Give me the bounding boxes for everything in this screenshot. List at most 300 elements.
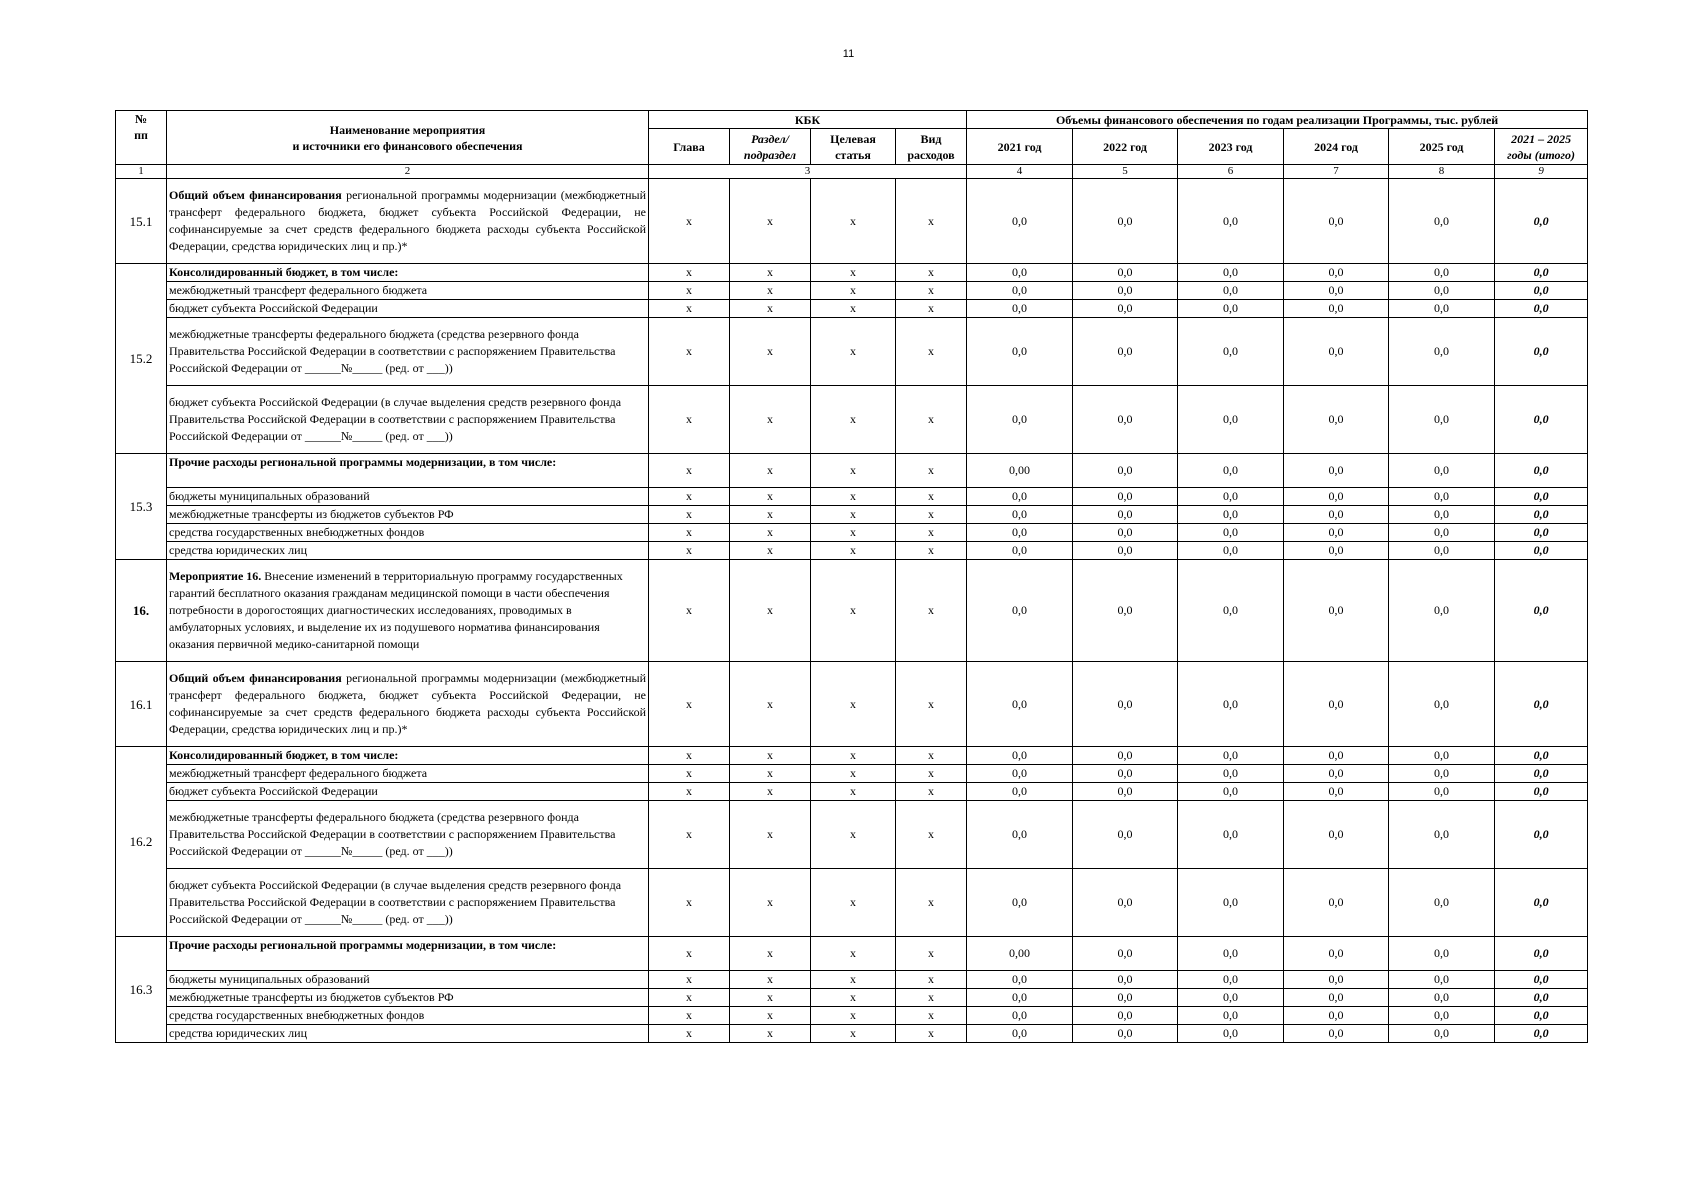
kbk-cell: x bbox=[896, 747, 967, 765]
row-name bbox=[167, 937, 649, 971]
year-value: 0,0 bbox=[1284, 662, 1389, 747]
year-value: 0,0 bbox=[1073, 662, 1178, 747]
kbk-cell: x bbox=[811, 1007, 896, 1025]
year-value: 0,0 bbox=[1178, 179, 1284, 264]
row-name bbox=[167, 1007, 649, 1025]
kbk-cell: x bbox=[649, 542, 730, 560]
row-name bbox=[167, 783, 649, 801]
year-value: 0,0 bbox=[1073, 989, 1178, 1007]
year-value: 0,0 bbox=[1389, 386, 1495, 454]
kbk-cell: x bbox=[811, 801, 896, 869]
kbk-cell: x bbox=[730, 542, 811, 560]
row-name bbox=[167, 560, 649, 662]
header-kbk-razdel bbox=[730, 129, 811, 165]
year-value: 0,0 bbox=[1178, 765, 1284, 783]
table-row bbox=[116, 386, 1588, 454]
row-name bbox=[167, 386, 649, 454]
kbk-cell: x bbox=[730, 264, 811, 282]
year-value: 0,0 bbox=[967, 869, 1073, 937]
year-value: 0,0 bbox=[1178, 937, 1284, 971]
year-value: 0,0 bbox=[1073, 765, 1178, 783]
year-value: 0,0 bbox=[1284, 506, 1389, 524]
kbk-cell: x bbox=[811, 300, 896, 318]
kbk-cell: x bbox=[730, 179, 811, 264]
year-value: 0,0 bbox=[1389, 937, 1495, 971]
year-value: 0,0 bbox=[1284, 179, 1389, 264]
kbk-cell: x bbox=[896, 801, 967, 869]
kbk-cell: x bbox=[649, 747, 730, 765]
row-name bbox=[167, 542, 649, 560]
kbk-cell: x bbox=[649, 560, 730, 662]
year-value: 0,0 bbox=[1073, 506, 1178, 524]
col-number-2: 2 bbox=[167, 165, 649, 179]
year-value: 0,0 bbox=[1284, 765, 1389, 783]
year-value: 0,0 bbox=[1178, 1007, 1284, 1025]
year-value: 0,0 bbox=[967, 282, 1073, 300]
header-year-2021: 2021 год bbox=[967, 129, 1073, 165]
row-name-text: бюджет субъекта Российской Федерации (в случае выделения средств резервного фонда Правительства Российской Федерации в соответствии с распоряжением Правительства Российской Федерации от ______№_____ (ред. от ___)) bbox=[169, 395, 622, 443]
year-value: 0,0 bbox=[1178, 783, 1284, 801]
year-value: 0,0 bbox=[967, 662, 1073, 747]
kbk-cell: x bbox=[811, 1025, 896, 1043]
year-value: 0,0 bbox=[1389, 1007, 1495, 1025]
kbk-cell: x bbox=[649, 1007, 730, 1025]
year-value: 0,0 bbox=[1389, 801, 1495, 869]
kbk-cell: x bbox=[730, 783, 811, 801]
header-no: № пп bbox=[116, 111, 167, 165]
kbk-cell: x bbox=[649, 318, 730, 386]
kbk-cell: x bbox=[811, 264, 896, 282]
year-value: 0,0 bbox=[1073, 1025, 1178, 1043]
year-value: 0,0 bbox=[967, 971, 1073, 989]
year-value: 0,0 bbox=[1178, 386, 1284, 454]
kbk-cell: x bbox=[811, 179, 896, 264]
year-value: 0,0 bbox=[1284, 747, 1389, 765]
row-name-bold: Консолидированный бюджет, в том числе: bbox=[169, 748, 399, 762]
kbk-cell: x bbox=[649, 386, 730, 454]
year-value: 0,0 bbox=[1389, 989, 1495, 1007]
year-value: 0,0 bbox=[967, 542, 1073, 560]
kbk-cell: x bbox=[896, 454, 967, 488]
row-number: 16.2 bbox=[116, 747, 167, 937]
row-name-bold: Общий объем финансирования bbox=[169, 671, 342, 685]
year-value: 0,0 bbox=[1284, 989, 1389, 1007]
year-value: 0,0 bbox=[1073, 300, 1178, 318]
year-value: 0,0 bbox=[1284, 1007, 1389, 1025]
page-number: 11 bbox=[842, 48, 855, 60]
col-number-3: 3 bbox=[649, 165, 967, 179]
year-value: 0,0 bbox=[967, 318, 1073, 386]
year-value: 0,0 bbox=[1389, 264, 1495, 282]
row-name-text: бюджеты муниципальных образований bbox=[169, 489, 370, 503]
table-row bbox=[116, 662, 1588, 747]
kbk-cell: x bbox=[730, 488, 811, 506]
year-value: 0,0 bbox=[1389, 747, 1495, 765]
row-name bbox=[167, 801, 649, 869]
year-value: 0,0 bbox=[1284, 386, 1389, 454]
row-name bbox=[167, 179, 649, 264]
col-number-9: 9 bbox=[1495, 165, 1588, 179]
col-number-6: 6 bbox=[1178, 165, 1284, 179]
total-value: 0,0 bbox=[1495, 1007, 1588, 1025]
header-kbk-razdel-label: Раздел/ подраздел bbox=[743, 131, 797, 162]
year-value: 0,0 bbox=[967, 300, 1073, 318]
year-value: 0,0 bbox=[967, 524, 1073, 542]
row-name-text: межбюджетные трансферты из бюджетов субъектов РФ bbox=[169, 507, 454, 521]
year-value: 0,0 bbox=[1073, 937, 1178, 971]
kbk-cell: x bbox=[649, 801, 730, 869]
kbk-cell: x bbox=[811, 386, 896, 454]
row-name-text: межбюджетные трансферты из бюджетов субъектов РФ bbox=[169, 990, 454, 1004]
year-value: 0,0 bbox=[1073, 386, 1178, 454]
year-value: 0,0 bbox=[1178, 318, 1284, 386]
header-name: Наименование мероприятия и источники его финансового обеспечения bbox=[167, 111, 649, 165]
kbk-cell: x bbox=[896, 869, 967, 937]
year-value: 0,0 bbox=[1073, 971, 1178, 989]
row-name bbox=[167, 524, 649, 542]
row-name bbox=[167, 747, 649, 765]
kbk-cell: x bbox=[730, 300, 811, 318]
year-value: 0,0 bbox=[1073, 542, 1178, 560]
kbk-cell: x bbox=[649, 488, 730, 506]
total-value: 0,0 bbox=[1495, 937, 1588, 971]
kbk-cell: x bbox=[896, 282, 967, 300]
year-value: 0,0 bbox=[1073, 747, 1178, 765]
kbk-cell: x bbox=[811, 542, 896, 560]
year-value: 0,0 bbox=[1284, 318, 1389, 386]
kbk-cell: x bbox=[896, 179, 967, 264]
row-name bbox=[167, 318, 649, 386]
kbk-cell: x bbox=[649, 1025, 730, 1043]
row-name bbox=[167, 300, 649, 318]
year-value: 0,0 bbox=[1389, 765, 1495, 783]
table-row bbox=[116, 747, 1588, 765]
kbk-cell: x bbox=[896, 560, 967, 662]
year-value: 0,0 bbox=[1389, 524, 1495, 542]
row-name-text: Внесение изменений в территориальную программу государственных гарантий бесплатного оказания гражданам медицинской помощи в части обеспечения потребности в дорогостоящих диагностических исследованиях, проводимых в амбулаторных условиях, и выделение их из подушевого норматива финансирования оказания первичной медико-санитарной помощи bbox=[169, 569, 623, 651]
year-value: 0,0 bbox=[967, 765, 1073, 783]
year-value: 0,0 bbox=[1073, 318, 1178, 386]
year-value: 0,0 bbox=[1284, 801, 1389, 869]
year-value: 0,00 bbox=[967, 454, 1073, 488]
year-value: 0,0 bbox=[1073, 524, 1178, 542]
table-row bbox=[116, 783, 1588, 801]
kbk-cell: x bbox=[896, 989, 967, 1007]
year-value: 0,0 bbox=[1073, 179, 1178, 264]
kbk-cell: x bbox=[649, 783, 730, 801]
year-value: 0,0 bbox=[967, 179, 1073, 264]
year-value: 0,0 bbox=[1284, 971, 1389, 989]
row-name-bold: Консолидированный бюджет, в том числе: bbox=[169, 265, 399, 279]
total-value: 0,0 bbox=[1495, 765, 1588, 783]
header-year-2023: 2023 год bbox=[1178, 129, 1284, 165]
total-value: 0,0 bbox=[1495, 386, 1588, 454]
col-number-1: 1 bbox=[116, 165, 167, 179]
kbk-cell: x bbox=[896, 264, 967, 282]
year-value: 0,0 bbox=[1073, 783, 1178, 801]
kbk-cell: x bbox=[896, 506, 967, 524]
total-value: 0,0 bbox=[1495, 989, 1588, 1007]
header-year-2024: 2024 год bbox=[1284, 129, 1389, 165]
row-name bbox=[167, 765, 649, 783]
year-value: 0,0 bbox=[1178, 971, 1284, 989]
year-value: 0,0 bbox=[1284, 300, 1389, 318]
total-value: 0,0 bbox=[1495, 506, 1588, 524]
total-value: 0,0 bbox=[1495, 318, 1588, 386]
row-number: 16.1 bbox=[116, 662, 167, 747]
kbk-cell: x bbox=[896, 765, 967, 783]
table-row bbox=[116, 264, 1588, 282]
year-value: 0,0 bbox=[1178, 747, 1284, 765]
year-value: 0,0 bbox=[967, 264, 1073, 282]
kbk-cell: x bbox=[896, 1007, 967, 1025]
kbk-cell: x bbox=[896, 971, 967, 989]
year-value: 0,0 bbox=[1284, 560, 1389, 662]
row-name-bold: Мероприятие 16. bbox=[169, 569, 262, 583]
year-value: 0,0 bbox=[1389, 971, 1495, 989]
year-value: 0,0 bbox=[1389, 454, 1495, 488]
col-number-4: 4 bbox=[967, 165, 1073, 179]
total-value: 0,0 bbox=[1495, 282, 1588, 300]
kbk-cell: x bbox=[730, 506, 811, 524]
row-number: 15.3 bbox=[116, 454, 167, 560]
row-name bbox=[167, 264, 649, 282]
row-name-text: межбюджетный трансферт федерального бюджета bbox=[169, 283, 428, 297]
year-value: 0,0 bbox=[1284, 488, 1389, 506]
kbk-cell: x bbox=[811, 318, 896, 386]
col-number-7: 7 bbox=[1284, 165, 1389, 179]
total-value: 0,0 bbox=[1495, 524, 1588, 542]
row-name-text: межбюджетные трансферты федерального бюджета (средства резервного фонда Правительства Российской Федерации в соответствии с распоряжением Правительства Российской Федерации от ______№_____ (ред. от ___)) bbox=[169, 327, 616, 375]
row-name bbox=[167, 454, 649, 488]
table-row bbox=[116, 300, 1588, 318]
kbk-cell: x bbox=[811, 282, 896, 300]
kbk-cell: x bbox=[730, 747, 811, 765]
year-value: 0,0 bbox=[1389, 1025, 1495, 1043]
row-name bbox=[167, 488, 649, 506]
row-name-text: средства юридических лиц bbox=[169, 543, 307, 557]
year-value: 0,0 bbox=[1178, 506, 1284, 524]
year-value: 0,00 bbox=[967, 937, 1073, 971]
table-row bbox=[116, 765, 1588, 783]
table-row bbox=[116, 488, 1588, 506]
total-value: 0,0 bbox=[1495, 542, 1588, 560]
year-value: 0,0 bbox=[1389, 560, 1495, 662]
year-value: 0,0 bbox=[967, 1007, 1073, 1025]
kbk-cell: x bbox=[649, 264, 730, 282]
year-value: 0,0 bbox=[1073, 560, 1178, 662]
col-number-8: 8 bbox=[1389, 165, 1495, 179]
year-value: 0,0 bbox=[1178, 869, 1284, 937]
table-row bbox=[116, 524, 1588, 542]
kbk-cell: x bbox=[730, 386, 811, 454]
year-value: 0,0 bbox=[1178, 801, 1284, 869]
total-value: 0,0 bbox=[1495, 560, 1588, 662]
kbk-cell: x bbox=[649, 765, 730, 783]
year-value: 0,0 bbox=[1178, 524, 1284, 542]
year-value: 0,0 bbox=[1284, 264, 1389, 282]
header-kbk-statya: Целевая статья bbox=[811, 129, 896, 165]
year-value: 0,0 bbox=[1073, 282, 1178, 300]
row-name-bold: Прочие расходы региональной программы модернизации, в том числе: bbox=[169, 938, 557, 952]
kbk-cell: x bbox=[896, 662, 967, 747]
year-value: 0,0 bbox=[1178, 542, 1284, 560]
kbk-cell: x bbox=[730, 318, 811, 386]
row-name bbox=[167, 989, 649, 1007]
year-value: 0,0 bbox=[1073, 1007, 1178, 1025]
kbk-cell: x bbox=[811, 454, 896, 488]
row-name-text: межбюджетные трансферты федерального бюджета (средства резервного фонда Правительства Российской Федерации в соответствии с распоряжением Правительства Российской Федерации от ______№_____ (ред. от ___)) bbox=[169, 810, 616, 858]
row-number: 16.3 bbox=[116, 937, 167, 1043]
row-number: 16. bbox=[116, 560, 167, 662]
year-value: 0,0 bbox=[967, 386, 1073, 454]
kbk-cell: x bbox=[896, 542, 967, 560]
total-value: 0,0 bbox=[1495, 488, 1588, 506]
total-value: 0,0 bbox=[1495, 662, 1588, 747]
year-value: 0,0 bbox=[1073, 488, 1178, 506]
table-row bbox=[116, 179, 1588, 264]
kbk-cell: x bbox=[649, 282, 730, 300]
year-value: 0,0 bbox=[1073, 264, 1178, 282]
year-value: 0,0 bbox=[1389, 488, 1495, 506]
year-value: 0,0 bbox=[1178, 662, 1284, 747]
year-value: 0,0 bbox=[967, 747, 1073, 765]
row-name-bold: Общий объем финансирования bbox=[169, 188, 342, 202]
year-value: 0,0 bbox=[1178, 300, 1284, 318]
year-value: 0,0 bbox=[1284, 1025, 1389, 1043]
row-number: 15.1 bbox=[116, 179, 167, 264]
header-kbk: КБК bbox=[649, 111, 967, 129]
kbk-cell: x bbox=[811, 506, 896, 524]
year-value: 0,0 bbox=[1389, 282, 1495, 300]
kbk-cell: x bbox=[811, 783, 896, 801]
kbk-cell: x bbox=[811, 560, 896, 662]
total-value: 0,0 bbox=[1495, 300, 1588, 318]
year-value: 0,0 bbox=[1178, 1025, 1284, 1043]
header-kbk-glava: Глава bbox=[649, 129, 730, 165]
row-name-text: региональной программы модернизации (межбюджетный трансферт федерального бюджета, бюджет субъекта Российской Федерации, не софинансируемые за счет средств федерального бюджета расходы субъекта Российской Федерации, средства юридических лиц и пр.)* bbox=[169, 671, 647, 736]
kbk-cell: x bbox=[811, 662, 896, 747]
kbk-cell: x bbox=[730, 1025, 811, 1043]
kbk-cell: x bbox=[811, 971, 896, 989]
year-value: 0,0 bbox=[1178, 560, 1284, 662]
year-value: 0,0 bbox=[967, 989, 1073, 1007]
year-value: 0,0 bbox=[1284, 869, 1389, 937]
row-name-text: бюджеты муниципальных образований bbox=[169, 972, 370, 986]
row-name bbox=[167, 971, 649, 989]
year-value: 0,0 bbox=[1284, 542, 1389, 560]
kbk-cell: x bbox=[649, 937, 730, 971]
header-funding: Объемы финансового обеспечения по годам реализации Программы, тыс. рублей bbox=[967, 111, 1588, 129]
year-value: 0,0 bbox=[1389, 506, 1495, 524]
year-value: 0,0 bbox=[1389, 869, 1495, 937]
row-name-text: бюджет субъекта Российской Федерации (в случае выделения средств резервного фонда Правительства Российской Федерации в соответствии с распоряжением Правительства Российской Федерации от ______№_____ (ред. от ___)) bbox=[169, 878, 622, 926]
table-row bbox=[116, 989, 1588, 1007]
year-value: 0,0 bbox=[1389, 300, 1495, 318]
kbk-cell: x bbox=[730, 282, 811, 300]
year-value: 0,0 bbox=[1178, 488, 1284, 506]
kbk-cell: x bbox=[649, 989, 730, 1007]
kbk-cell: x bbox=[811, 488, 896, 506]
total-value: 0,0 bbox=[1495, 971, 1588, 989]
row-name-text: средства юридических лиц bbox=[169, 1026, 307, 1040]
kbk-cell: x bbox=[649, 971, 730, 989]
header-kbk-vid: Вид расходов bbox=[896, 129, 967, 165]
kbk-cell: x bbox=[896, 937, 967, 971]
kbk-cell: x bbox=[896, 386, 967, 454]
year-value: 0,0 bbox=[1389, 783, 1495, 801]
year-value: 0,0 bbox=[967, 1025, 1073, 1043]
row-name-bold: Прочие расходы региональной программы модернизации, в том числе: bbox=[169, 455, 557, 469]
row-name-text: средства государственных внебюджетных фондов bbox=[169, 1008, 425, 1022]
total-value: 0,0 bbox=[1495, 264, 1588, 282]
row-name-text: региональной программы модернизации (межбюджетный трансферт федерального бюджета, бюджет субъекта Российской Федерации, не софинансируемые за счет средств федерального бюджета расходы субъекта Российской Федерации, средства юридических лиц и пр.)* bbox=[169, 188, 647, 253]
year-value: 0,0 bbox=[967, 783, 1073, 801]
kbk-cell: x bbox=[730, 524, 811, 542]
year-value: 0,0 bbox=[967, 801, 1073, 869]
kbk-cell: x bbox=[896, 488, 967, 506]
kbk-cell: x bbox=[896, 524, 967, 542]
year-value: 0,0 bbox=[1389, 662, 1495, 747]
table-row bbox=[116, 937, 1588, 971]
kbk-cell: x bbox=[896, 300, 967, 318]
total-value: 0,0 bbox=[1495, 1025, 1588, 1043]
table-row bbox=[116, 282, 1588, 300]
kbk-cell: x bbox=[896, 318, 967, 386]
total-value: 0,0 bbox=[1495, 801, 1588, 869]
kbk-cell: x bbox=[811, 524, 896, 542]
row-name bbox=[167, 506, 649, 524]
kbk-cell: x bbox=[896, 1025, 967, 1043]
col-number-5: 5 bbox=[1073, 165, 1178, 179]
year-value: 0,0 bbox=[1073, 801, 1178, 869]
kbk-cell: x bbox=[730, 971, 811, 989]
year-value: 0,0 bbox=[1284, 783, 1389, 801]
table-row bbox=[116, 454, 1588, 488]
kbk-cell: x bbox=[649, 524, 730, 542]
kbk-cell: x bbox=[730, 560, 811, 662]
kbk-cell: x bbox=[811, 765, 896, 783]
table-row bbox=[116, 1025, 1588, 1043]
kbk-cell: x bbox=[649, 300, 730, 318]
row-name-text: бюджет субъекта Российской Федерации bbox=[169, 301, 378, 315]
year-value: 0,0 bbox=[1284, 454, 1389, 488]
kbk-cell: x bbox=[649, 454, 730, 488]
year-value: 0,0 bbox=[967, 488, 1073, 506]
header-year-total: 2021 – 2025 годы (итого) bbox=[1495, 129, 1588, 165]
year-value: 0,0 bbox=[967, 560, 1073, 662]
row-name bbox=[167, 1025, 649, 1043]
header-year-2022: 2022 год bbox=[1073, 129, 1178, 165]
table-row bbox=[116, 542, 1588, 560]
year-value: 0,0 bbox=[1389, 542, 1495, 560]
table-row bbox=[116, 560, 1588, 662]
row-name bbox=[167, 282, 649, 300]
header-year-2025: 2025 год bbox=[1389, 129, 1495, 165]
kbk-cell: x bbox=[730, 765, 811, 783]
kbk-cell: x bbox=[730, 937, 811, 971]
kbk-cell: x bbox=[730, 801, 811, 869]
total-value: 0,0 bbox=[1495, 454, 1588, 488]
row-name bbox=[167, 869, 649, 937]
row-name-text: межбюджетный трансферт федерального бюджета bbox=[169, 766, 428, 780]
year-value: 0,0 bbox=[1284, 282, 1389, 300]
kbk-cell: x bbox=[730, 1007, 811, 1025]
funding-table bbox=[115, 110, 1588, 1043]
year-value: 0,0 bbox=[1178, 282, 1284, 300]
year-value: 0,0 bbox=[1073, 454, 1178, 488]
year-value: 0,0 bbox=[1284, 937, 1389, 971]
